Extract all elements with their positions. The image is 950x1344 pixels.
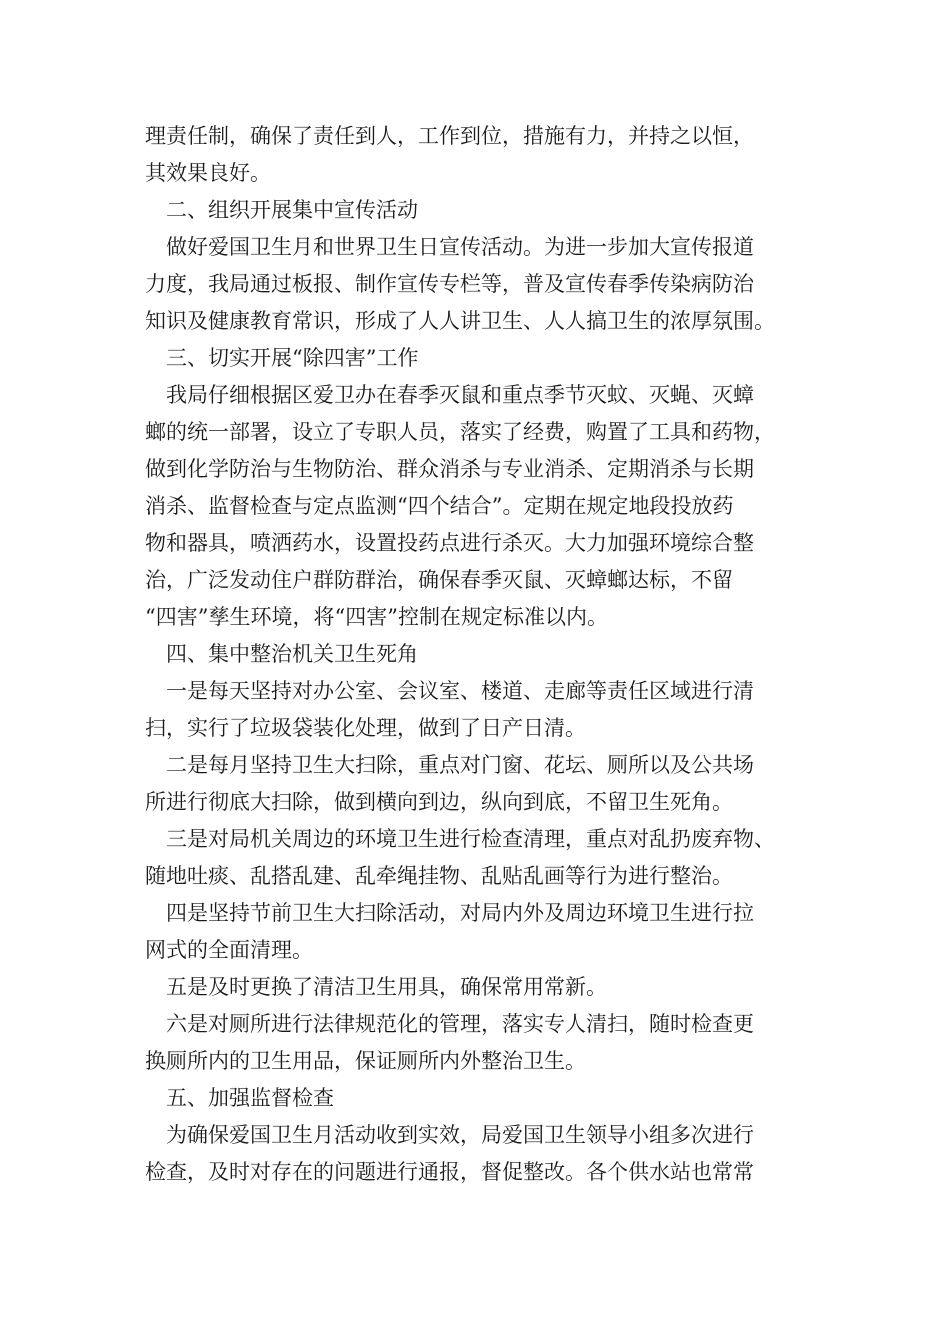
text-line: 物和器具，喷洒药水，设置投药点进行杀灭。大力加强环境综合整 <box>145 531 754 555</box>
text-line: 网式的全面清理。 <box>145 938 313 962</box>
text-line: 理责任制，确保了责任到人，工作到位，措施有力，并持之以恒， <box>145 124 754 148</box>
body-paragraph <box>145 1006 825 1080</box>
body-paragraph <box>145 118 825 192</box>
text-line: 四是坚持节前卫生大扫除活动，对局内外及周边环境卫生进行拉 <box>166 901 754 925</box>
text-line: “四害”孳生环境，将“四害”控制在规定标准以内。 <box>145 605 608 629</box>
text-line: 其效果良好。 <box>145 161 271 185</box>
section-heading <box>145 636 825 673</box>
text-line: 螂的统一部署，设立了专职人员，落实了经费，购置了工具和药物， <box>145 420 775 444</box>
text-line: 检查，及时对存在的问题进行通报，督促整改。各个供水站也常常 <box>145 1160 754 1184</box>
text-line: 二是每月坚持卫生大扫除，重点对门窗、花坛、厕所以及公共场 <box>166 753 754 777</box>
body-paragraph <box>145 377 825 636</box>
body-paragraph <box>145 747 825 821</box>
text-line: 五是及时更换了清洁卫生用具，确保常用常新。 <box>166 975 607 999</box>
text-line: 随地吐痰、乱搭乱建、乱牵绳挂物、乱贴乱画等行为进行整治。 <box>145 864 733 888</box>
text-line: 做到化学防治与生物防治、群众消杀与专业消杀、定期消杀与长期 <box>145 457 754 481</box>
body-paragraph <box>145 821 825 895</box>
body-paragraph <box>145 673 825 747</box>
section-heading <box>145 192 825 229</box>
text-line: 做好爱国卫生月和世界卫生日宣传活动。为进一步加大宣传报道 <box>166 235 754 259</box>
text-line: 治，广泛发动住户群防群治，确保春季灭鼠、灭蟑螂达标，不留 <box>145 568 733 592</box>
text-line: 所进行彻底大扫除，做到横向到边，纵向到底，不留卫生死角。 <box>145 790 733 814</box>
body-paragraph <box>145 1117 825 1191</box>
text-line: 四、集中整治机关卫生死角 <box>166 642 418 666</box>
document-page <box>145 118 825 1191</box>
text-line: 消杀、监督检查与定点监测“四个结合”。定期在规定地段投放药 <box>145 494 734 518</box>
text-line: 一是每天坚持对办公室、会议室、楼道、走廊等责任区域进行清 <box>166 679 754 703</box>
text-line: 力度，我局通过板报、制作宣传专栏等，普及宣传春季传染病防治 <box>145 272 754 296</box>
section-heading <box>145 1080 825 1117</box>
text-line: 扫，实行了垃圾袋装化处理，做到了日产日清。 <box>145 716 586 740</box>
text-line: 知识及健康教育常识，形成了人人讲卫生、人人搞卫生的浓厚氛围。 <box>145 309 775 333</box>
text-line: 三、切实开展“除四害”工作 <box>166 346 419 370</box>
section-heading <box>145 340 825 377</box>
text-line: 六是对厕所进行法律规范化的管理，落实专人清扫，随时检查更 <box>166 1012 754 1036</box>
text-line: 换厕所内的卫生用品，保证厕所内外整治卫生。 <box>145 1049 586 1073</box>
text-line: 二、组织开展集中宣传活动 <box>166 198 418 222</box>
body-paragraph <box>145 895 825 969</box>
text-line: 为确保爱国卫生月活动收到实效，局爱国卫生领导小组多次进行 <box>166 1123 754 1147</box>
text-line: 五、加强监督检查 <box>166 1086 334 1110</box>
body-paragraph <box>145 969 825 1006</box>
body-paragraph <box>145 229 825 340</box>
text-line: 我局仔细根据区爱卫办在春季灭鼠和重点季节灭蚊、灭蝇、灭蟑 <box>166 383 754 407</box>
text-line: 三是对局机关周边的环境卫生进行检查清理，重点对乱扔废弃物、 <box>166 827 775 851</box>
